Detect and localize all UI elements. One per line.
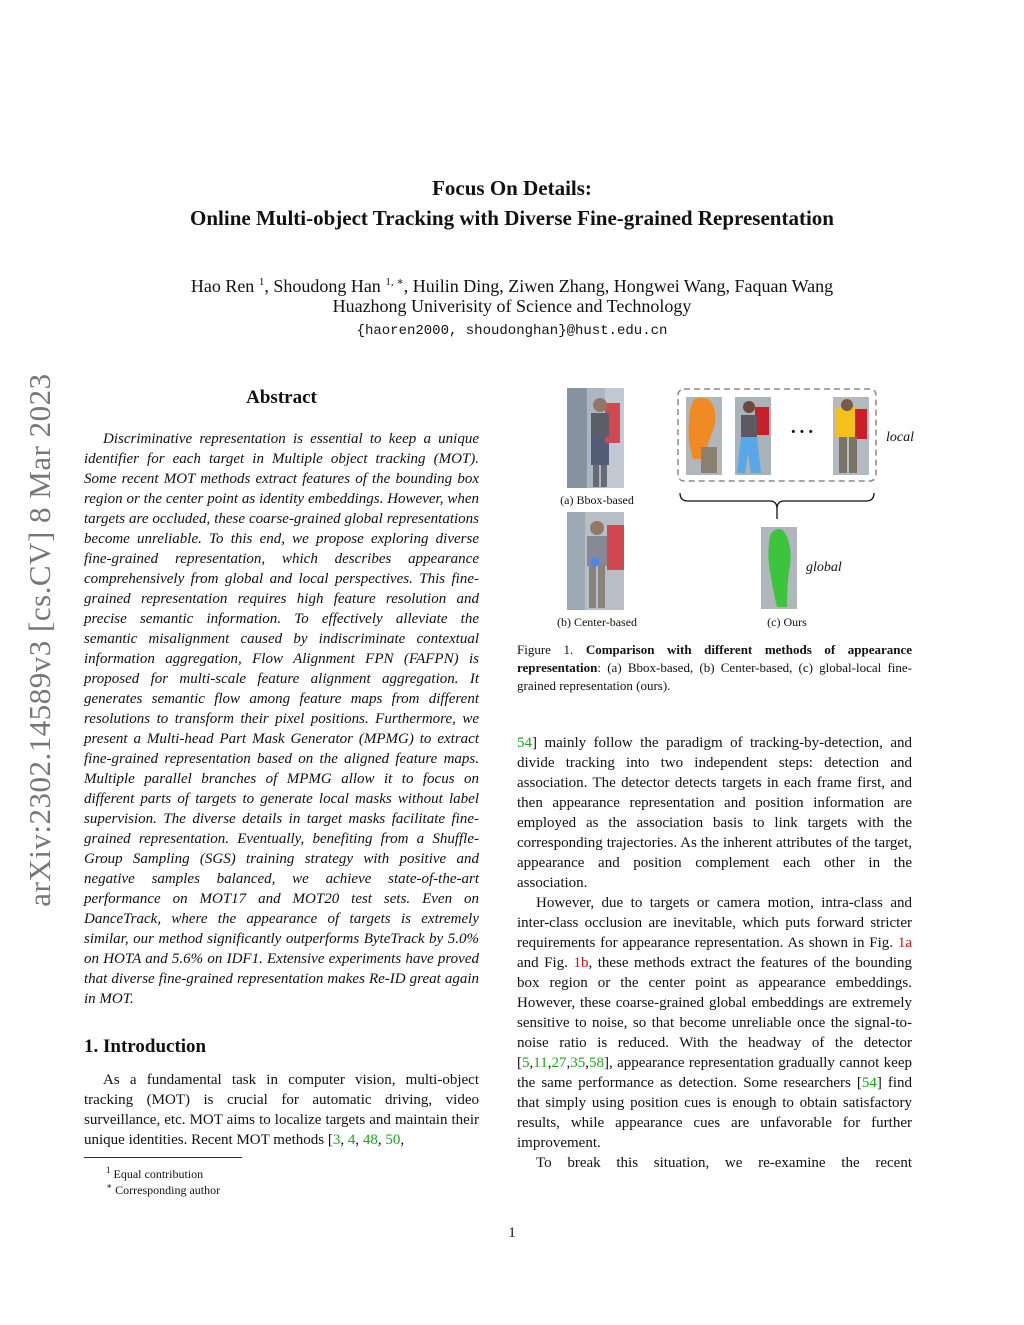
- citation-link[interactable]: 50: [385, 1132, 401, 1148]
- page-number: 1: [508, 1225, 516, 1241]
- figure-ref-link[interactable]: 1a: [897, 935, 912, 951]
- figure-1-caption: [517, 641, 912, 695]
- figure-1: [517, 385, 917, 635]
- author-name: Hao Ren: [190, 276, 255, 296]
- arxiv-stamp: arXiv:2302.14589v3 [cs.CV] 8 Mar 2023: [22, 373, 57, 907]
- figure-ref-link[interactable]: 1b: [573, 955, 589, 971]
- author-list: [0, 271, 1024, 298]
- paragraph-text: However, due to targets or camera motion, intra-class and inter-class occlusion are inevitable, which puts forward stricter requirements for appearance representation. As shown in Fig.: [517, 895, 912, 951]
- paragraph-text: and Fig.: [517, 955, 574, 971]
- figure-label-global: global: [806, 560, 842, 575]
- caption-lead: Figure 1.: [517, 642, 574, 657]
- figure-label-a: (a) Bbox-based: [560, 493, 634, 507]
- figure-label-c: (c) Ours: [767, 615, 807, 629]
- caption-text: [517, 641, 912, 695]
- citation-link[interactable]: 48: [362, 1132, 378, 1148]
- author-sup: 1: [258, 276, 265, 288]
- intro-tail: ,: [400, 1132, 405, 1148]
- citation-link[interactable]: 4: [347, 1132, 356, 1148]
- local-crop-yellow: [833, 397, 869, 475]
- paragraph-text: ] find that simply using position cues is enough to obtain satisfactory results, while appearance cues are unfavorable for further improvement.: [517, 1075, 912, 1151]
- caption-bold: Comparison with different methods of appearance representation: [517, 642, 912, 675]
- right-paragraph-2: However, due to targets or camera motion, intra-class and inter-class occlusion are inevitable, which puts forward stricter requirements for appearance representation. As shown in Fig. 1a and Fig. 1b, these methods extract the features of the bounding box region or the center point as appearance embeddings. However, these coarse-grained global embeddings are extremely sensitive to noise, so that become unreliable once the signal-to-noise ratio is reduced. With the headway of the detector [5,11,27,35,58], appearance representation gradually cannot keep the same performance as detection. Some researchers [54] find that simply using position cues is enough to obtain satisfactory results, while appearance cues are unfavorable for further improvement.: [517, 895, 912, 1151]
- local-crop-blue: [735, 397, 771, 475]
- footnote-text: Corresponding author: [115, 1183, 221, 1197]
- citation-sep: ,: [340, 1132, 348, 1148]
- caption-rest: : (a) Bbox-based, (b) Center-based, (c) global-local fine-grained representation (ours).: [517, 660, 912, 693]
- center-based-image: [567, 512, 624, 610]
- local-crop-orange: [686, 397, 722, 475]
- paragraph-text: ] mainly follow the paradigm of tracking-by-detection, and divide tracking into two independent steps: detection and association. The detector detects targets in each frame first, and then appearance representation and position information are employed as the association basis to link targets with the corresponding trajectories. As the inherent attributes of the target, appearance and position complement each other in the association.: [517, 735, 912, 891]
- abstract-text: Discriminative representation is essential to keep a unique identifier for each target in Multiple object tracking (MOT). Some recent MOT methods extract features of the bounding box region or the center point as identity embeddings. However, when targets are occluded, these coarse-grained global representations become unreliable. To this end, we propose exploring diverse fine-grained representation, which describes appearance comprehensively from global and local perspectives. This fine-grained representation requires high feature resolution and precise semantic information. To effectively alleviate the semantic misalignment caused by indiscriminate contextual information aggregation, Flow Alignment FPN (FAFPN) is proposed for multi-scale feature alignment aggregation. It generates semantic flow among feature maps from different resolutions to transform their pixel positions. Furthermore, we present a Multi-head Part Mask Generator (MPMG) to extract fine-grained representation based on the aligned feature maps. Multiple parallel branches of MPMG allow it to focus on different parts of targets to generate local masks without label supervision. The diverse details in target masks facilitate fine-grained representation. Eventually, benefiting from a Shuffle-Group Sampling (SGS) training strategy with positive and negative samples balanced, we achieve state-of-the-art performance on MOT17 and MOT20 test sets. Even on DanceTrack, where the appearance of targets is extremely similar, our method significantly outperforms ByteTrack by 5.0% on HOTA and 5.6% on IDF1. Extensive experiments have proved that diverse fine-grained representation makes Re-ID great again in MOT.: [84, 431, 479, 1007]
- global-crop-green: [761, 527, 797, 609]
- intro-paragraph: [84, 1070, 479, 1150]
- footnote-mark: 1: [106, 1165, 111, 1175]
- intro-text: As a fundamental task in computer vision, multi-object tracking (MOT) is crucial for automatic driving, video surveillance, etc. MOT aims to localize targets and maintain their unique identities. Recent MOT methods [: [84, 1072, 479, 1148]
- citation-link[interactable]: 11: [533, 1055, 548, 1071]
- affiliation: Huazhong Univerisity of Science and Technology: [332, 296, 692, 316]
- citation-sep: ,: [377, 1132, 386, 1148]
- figure-1-illustration: [517, 385, 917, 635]
- intro-block: [84, 1070, 479, 1150]
- paper-title-line2: Online Multi-object Tracking with Diverse Fine-grained Representation: [190, 206, 834, 230]
- right-paragraph-3: To break this situation, we re-examine the recent: [536, 1155, 912, 1171]
- curly-brace: [680, 493, 874, 509]
- paragraph-text: , these methods extract the features of the bounding box region or the center point as appearance embeddings. However, these coarse-grained global embeddings are extremely sensitive to noise, so that become unreliable once the signal-to-noise ratio is reduced. With the headway of the detector [: [517, 955, 912, 1071]
- author-sup: 1, ∗: [385, 276, 404, 288]
- citation-link[interactable]: 3: [332, 1132, 341, 1148]
- figure-label-local: local: [886, 430, 914, 445]
- citation-link[interactable]: 27: [551, 1055, 567, 1071]
- abstract-block: [84, 429, 479, 1009]
- section-heading-introduction: 1. Introduction: [84, 1036, 207, 1057]
- bbox-based-image: [567, 388, 624, 488]
- paper-title-line1: Focus On Details:: [432, 176, 592, 200]
- figure-label-b: (b) Center-based: [556, 615, 638, 629]
- abstract-heading: Abstract: [246, 387, 317, 408]
- citation-sep: ,: [355, 1132, 363, 1148]
- footnote-text: Equal contribution: [113, 1167, 204, 1181]
- author-name: , Shoudong Han: [264, 276, 381, 296]
- footnote-2: [106, 1178, 220, 1198]
- citation-link[interactable]: 35: [570, 1055, 586, 1071]
- author-name: , Huilin Ding, Ziwen Zhang, Hongwei Wang, Faquan Wang: [403, 276, 834, 296]
- citation-link[interactable]: 5: [522, 1055, 530, 1071]
- citation-link[interactable]: 58: [588, 1055, 604, 1071]
- footnote-mark: ∗: [106, 1181, 113, 1191]
- citation-link[interactable]: 54: [861, 1075, 877, 1091]
- right-column-body: [517, 733, 912, 1173]
- right-paragraph-1: [517, 733, 912, 893]
- citation-link[interactable]: 54: [517, 735, 532, 751]
- footnote-rule: [84, 1157, 242, 1158]
- author-email: {haoren2000, shoudonghan}@hust.edu.cn: [356, 323, 668, 339]
- ellipsis-dots: ···: [789, 417, 815, 446]
- paragraph-text: ], appearance representation gradually cannot keep the same performance as detection. Some researchers [: [517, 1055, 912, 1091]
